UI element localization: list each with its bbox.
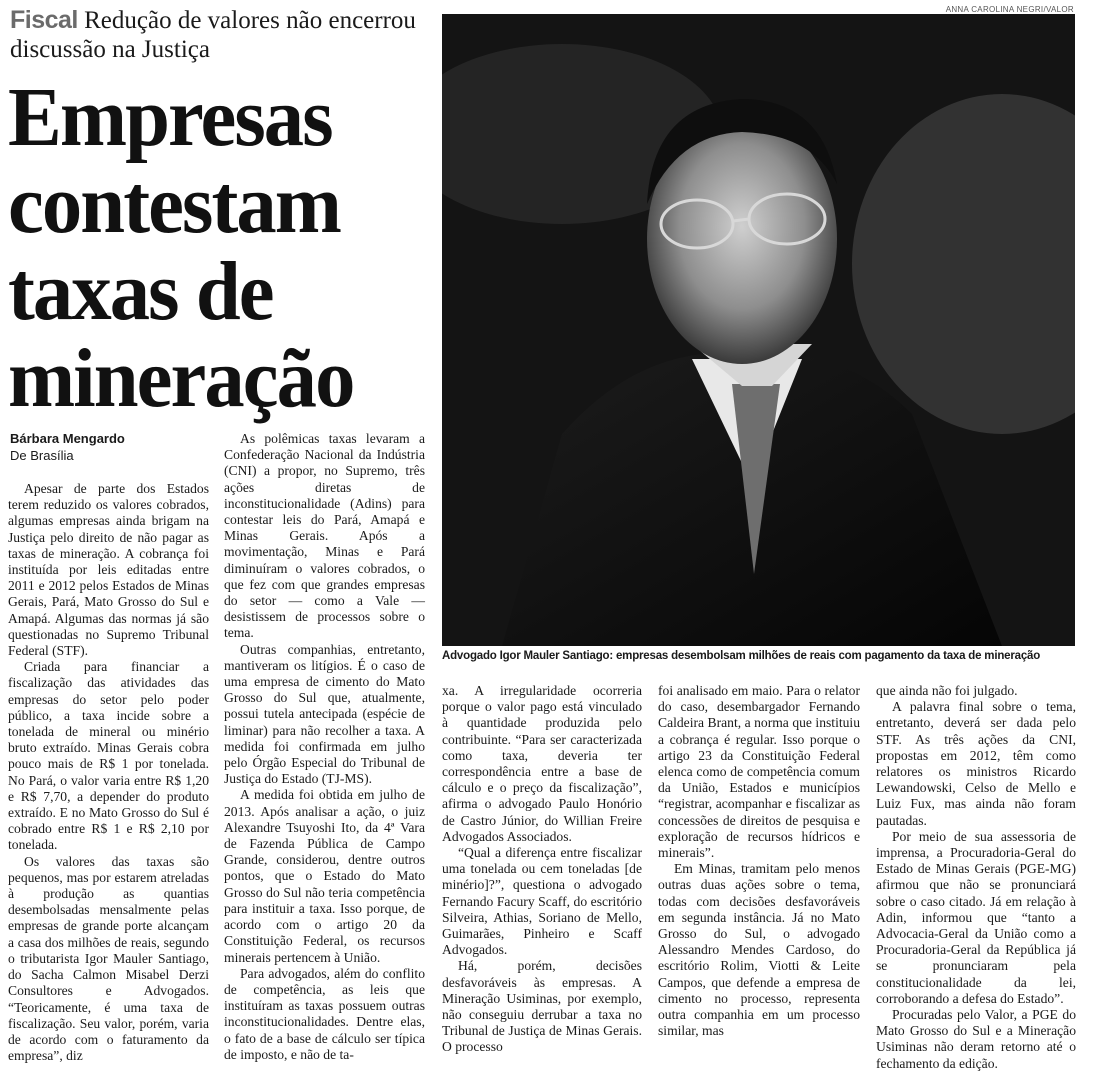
location: De Brasília (10, 448, 74, 463)
kicker (10, 6, 430, 64)
paragraph: que ainda não foi julgado. (876, 683, 1018, 698)
headline-line: contestam (8, 158, 341, 251)
article-column-2 (224, 431, 425, 1063)
headline (8, 71, 421, 425)
section-label: Fiscal (10, 6, 78, 34)
photo-caption: Advogado Igor Mauler Santiago: empresas desembolsam milhões de reais com pagamento da taxa de mineração (442, 650, 1041, 662)
paragraph: Para advogados, além do conflito de competência, as leis que instituíram as taxas possuem outras inconstitucionalidades. Dentre elas, o fato de a base de cálculo ser típica de imposto, e não de ta- (224, 965, 425, 1062)
article-column-3 (442, 683, 642, 1056)
author: Bárbara Mengardo (10, 431, 125, 446)
paragraph: foi analisado em maio. Para o relator do caso, desembargador Fernando Caldeira Brant, a norma que instituiu a cobrança é regular. Isso porque o artigo 23 da Constituição Federal elenca como de competência comum da União, Estados e municípios “registrar, acompanhar e fiscalizar as concessões de direitos de pesquisa e exploração de recursos hídricos e minerais”. (658, 683, 860, 861)
paragraph: A palavra final sobre o tema, entretanto, deverá ser dada pelo STF. As três ações da CNI, propostas em 2012, têm como relatores os ministros Ricardo Lewandowski, Celso de Mello e Luiz Fux, mas ainda não foram pautadas. (876, 699, 1076, 828)
paragraph: Criada para financiar a fiscalização das atividades das empresas do setor pelo poder público, a taxa incide sobre a tonelada de mineral ou minério bruto extraído. Minas Gerais cobra pouco mais de R$ 1 por tonelada. No Pará, o valor varia entre R$ 1,20 e R$ 7,70, a depender do produto extraído. E no Mato Grosso do Sul é cobrado entre R$ 1 e R$ 2,10 por tonelada. (8, 659, 209, 853)
portrait-illustration (442, 14, 1075, 646)
paragraph: Procuradas pelo Valor, a PGE do Mato Grosso do Sul e a Mineração Usiminas não deram retorno até o fechamento da edição. (876, 1007, 1076, 1071)
paragraph: A medida foi obtida em julho de 2013. Após analisar a ação, o juiz Alexandre Tsuyoshi Ito, da 4ª Vara de Fazenda Pública de Campo Grande, considerou, dentre outros pontos, que o Estado do Mato Grosso do Sul não teria competência para instituir a taxa. Isso porque, de acordo com o artigo 20 da Constituição Federal, os recursos minerais pertencem à União. (224, 787, 425, 965)
paragraph: Há, porém, decisões desfavoráveis às empresas. A Mineração Usiminas, por exemplo, não conseguiu derrubar a taxa no Tribunal de Justiça de Minas Gerais. O processo (442, 958, 642, 1055)
article-column-5 (876, 683, 1076, 1072)
article-column-4 (658, 683, 860, 1039)
headline-line: taxas de (8, 245, 273, 338)
subtitle: Redução de valores não encerrou discussão na Justiça (10, 7, 416, 63)
paragraph: Os valores das taxas são pequenos, mas por estarem atreladas à produção as quantias desembolsadas mensalmente pelas empresas de grande porte alcançam a casa dos milhões de reais, segundo o tributarista Igor Mauler Santiago, do Sacha Calmon Misabel Derzi Consultores e Advogados. “Teoricamente, é uma taxa de fiscalização. Seu valor, porém, varia de acordo com o faturamento da empresa”, diz (8, 853, 209, 1064)
paragraph: Apesar de parte dos Estados terem reduzido os valores cobrados, algumas empresas ainda brigam na Justiça pelo direito de não pagar as taxas de mineração. A cobrança foi instituída por leis editadas entre 2011 e 2012 pelos Estados de Minas Gerais, Pará, Mato Grosso do Sul e Amapá. Algumas das normas já são questionadas no Supremo Tribunal Federal (STF). (8, 481, 209, 659)
paragraph: xa. A irregularidade ocorreria porque o valor pago está vinculado à quantidade produzida pelo contribuinte. “Para ser caracterizada como taxa, deveria ter correspondência entre a base de cálculo e o preço da fiscalização”, afirma o advogado Paulo Honório de Castro Júnior, do Willian Freire Advogados Associados. (442, 683, 642, 844)
paragraph: Por meio de sua assessoria de imprensa, a Procuradoria-Geral do Estado de Minas Gerais (PGE-MG) afirmou que não se pronunciará sobre o caso citado. Já em relação à Adin, informou que “tanto a Advocacia-Geral da União como a Procuradoria-Geral da República já se pronunciaram pela constitucionalidade da lei, corroborando a defesa do Estado”. (876, 828, 1076, 1006)
photo-credit: ANNA CAROLINA NEGRI/VALOR (945, 5, 1074, 14)
paragraph: Outras companhias, entretanto, mantiveram os litígios. É o caso de uma empresa de cimento do Mato Grosso do Sul que, atualmente, possui tutela antecipada (espécie de liminar) para não recolher a taxa. A medida foi confirmada em julho pelo Órgão Especial do Tribunal de Justiça do Estado (TJ-MS). (224, 641, 425, 787)
paragraph: “Qual a diferença entre fiscalizar uma tonelada ou cem toneladas [de minério]?”, questiona o advogado Fernando Facury Scaff, do escritório Silveira, Athias, Soriano de Mello, Guimarães, Pinheiro e Scaff Advogados. (442, 845, 642, 958)
headline-line: Empresas (8, 71, 332, 164)
article-column-1 (8, 481, 209, 1064)
paragraph: As polêmicas taxas levaram a Confederação Nacional da Indústria (CNI) a propor, no Supremo, três ações diretas de inconstitucionalidade (Adins) para contestar leis do Pará, Amapá e Minas Gerais. Após a movimentação, Minas e Pará diminuíram o valores cobrados, o que fez com que grandes empresas do setor — como a Vale — desistissem de processos sobre o tema. (224, 431, 425, 641)
portrait-photo (442, 14, 1075, 646)
headline-line: mineração (8, 332, 354, 425)
paragraph: Em Minas, tramitam pelo menos outras duas ações sobre o tema, todas com decisões desfavoráveis em segunda instância. Já no Mato Grosso do Sul, o advogado Alessandro Mendes Cardoso, do escritório Rolim, Viotti & Leite Campos, que defende a empresa de cimento no processo, representa outra companhia em um processo similar, mas (658, 861, 860, 1039)
byline (10, 430, 125, 464)
